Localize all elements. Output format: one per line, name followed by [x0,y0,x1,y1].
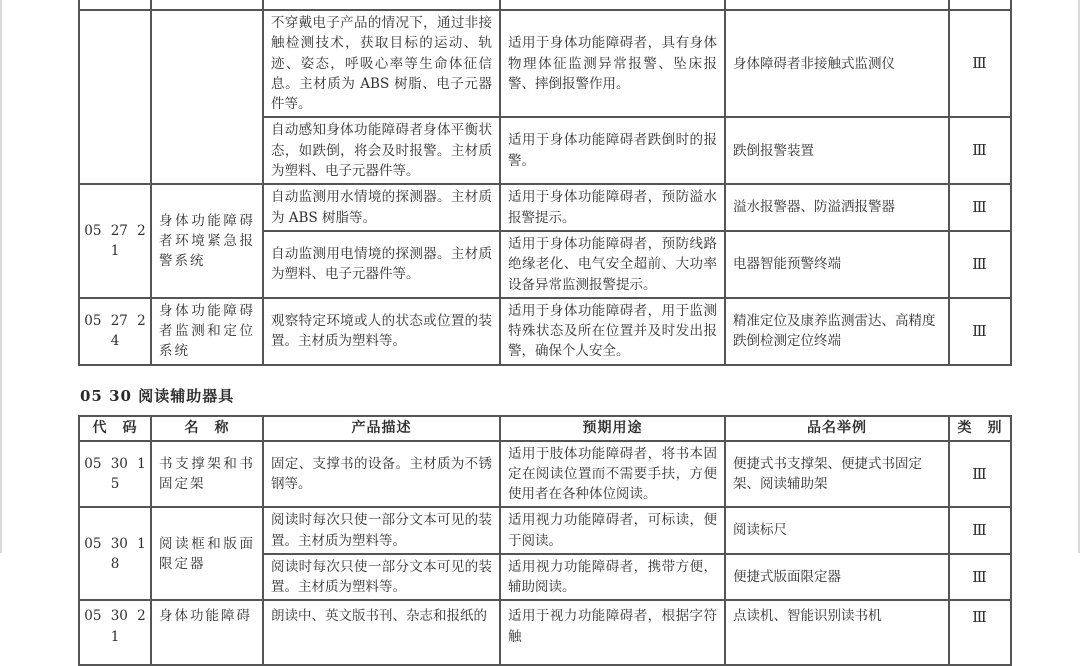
cell-code: 05 30 21 [79,600,151,665]
cell-example: 电器智能预警终端 [725,231,949,298]
table-05-30-reading-aids [78,415,1012,666]
cell-name: 身体功能障碍者环境紧急报警系统 [151,184,263,298]
header-intended-use: 预期用途 [500,416,725,441]
cell-intended-use: 适用于身体功能障碍者跌倒时的报警。 [500,117,725,184]
cell-category: Ⅲ [949,184,1011,231]
cell-code: 05 27 24 [79,298,151,365]
table-row-cutoff [79,0,1011,10]
cell-product-description: 固定、支撑书的设备。主材质为不锈钢等。 [263,441,500,508]
cell-example: 溢水报警器、防溢洒报警器 [725,184,949,231]
cell-code: 05 27 21 [79,184,151,298]
cell-example: 精准定位及康养监测雷达、高精度跌倒检测定位终端 [725,298,949,365]
header-name: 名 称 [151,416,263,441]
cell-intended-use [500,0,725,10]
table-header-row [79,416,1011,441]
cell-example: 阅读标尺 [725,507,949,554]
table-row-cutoff-bottom [79,600,1011,665]
table-row [79,10,1011,117]
cell-category: Ⅲ [949,507,1011,554]
cell-intended-use: 适用于视力功能障碍者，根据字符触 [500,600,725,665]
section-heading-05-30: 05 30 阅读辅助器具 [80,385,1010,406]
cell-name: 书支撑架和书固定架 [151,441,263,508]
cell-name: 身体功能障碍者监测和定位系统 [151,298,263,365]
cell-code: 05 30 15 [79,441,151,508]
cell-example: 身体障碍者非接触式监测仪 [725,10,949,117]
cell-intended-use: 适用于身体功能障碍者，预防溢水报警提示。 [500,184,725,231]
cell-code [79,10,151,184]
cell-product-description: 自动监测用电情境的探测器。主材质为塑料、电子元器件等。 [263,231,500,298]
cell-example: 跌倒报警装置 [725,117,949,184]
document-page [78,0,1010,666]
cell-example: 便捷式版面限定器 [725,554,949,601]
cell-product-description: 自动感知身体功能障碍者身体平衡状态，如跌倒，将会及时报警。主材质为塑料、电子元器件等。 [263,117,500,184]
cell-product-description: 观察特定环境或人的状态或位置的装置。主材质为塑料等。 [263,298,500,365]
cell-name: 身体功能障碍 [151,600,263,665]
cell-category: Ⅲ [949,554,1011,601]
table-row [79,441,1011,508]
cell-intended-use: 适用视力功能障碍者，携带方便，辅助阅读。 [500,554,725,601]
table-05-27-continued [78,0,1012,366]
page-left-edge [0,0,2,553]
cell-intended-use: 适用于身体功能障碍者，用于监测特殊状态及所在位置并及时发出报警，确保个人安全。 [500,298,725,365]
cell-category: Ⅲ [949,441,1011,508]
header-product-description: 产品描述 [263,416,500,441]
cell-category: Ⅲ [949,231,1011,298]
table-row [79,184,1011,231]
table-row [79,507,1011,554]
cell-example: 便捷式书支撑架、便捷式书固定架、阅读辅助架 [725,441,949,508]
cell-category: Ⅲ [949,117,1011,184]
cell-category [949,0,1011,10]
cell-product-description: 阅读时每次只使一部分文本可见的装置。主材质为塑料等。 [263,554,500,601]
cell-intended-use: 适用视力功能障碍者，可标读，便于阅读。 [500,507,725,554]
cell-category: Ⅲ [949,298,1011,365]
cell-category: Ⅲ [949,10,1011,117]
cell-product-description: 不穿戴电子产品的情况下，通过非接触检测技术，获取目标的运动、轨迹、姿态，呼吸心率等生命体征信息。主材质为 ABS 树脂、电子元器件等。 [263,10,500,117]
cell-product-description: 自动监测用水情境的探测器。主材质为 ABS 树脂等。 [263,184,500,231]
cell-name: 阅读框和版面限定器 [151,507,263,600]
cell-category: Ⅲ [949,600,1011,665]
header-category: 类 别 [949,416,1011,441]
table-row [79,298,1011,365]
cell-product-description: 朗读中、英文版书刊、杂志和报纸的 [263,600,500,665]
cell-product-description [263,0,500,10]
cell-intended-use: 适用于身体功能障碍者，具有身体物理体征监测异常报警、坠床报警、摔倒报警作用。 [500,10,725,117]
cell-name [151,0,263,10]
cell-example: 点读机、智能识别读书机 [725,600,949,665]
cell-name [151,10,263,184]
cell-code [79,0,151,10]
cell-intended-use: 适用于肢体功能障碍者，将书本固定在阅读位置而不需要手扶，方便使用者在各种体位阅读。 [500,441,725,508]
cell-product-description: 阅读时每次只使一部分文本可见的装置。主材质为塑料等。 [263,507,500,554]
cell-code: 05 30 18 [79,507,151,600]
header-code: 代 码 [79,416,151,441]
cell-example [725,0,949,10]
header-example: 品名举例 [725,416,949,441]
cell-intended-use: 适用于身体功能障碍者，预防线路绝缘老化、电气安全超前、大功率设备异常监测报警提示。 [500,231,725,298]
